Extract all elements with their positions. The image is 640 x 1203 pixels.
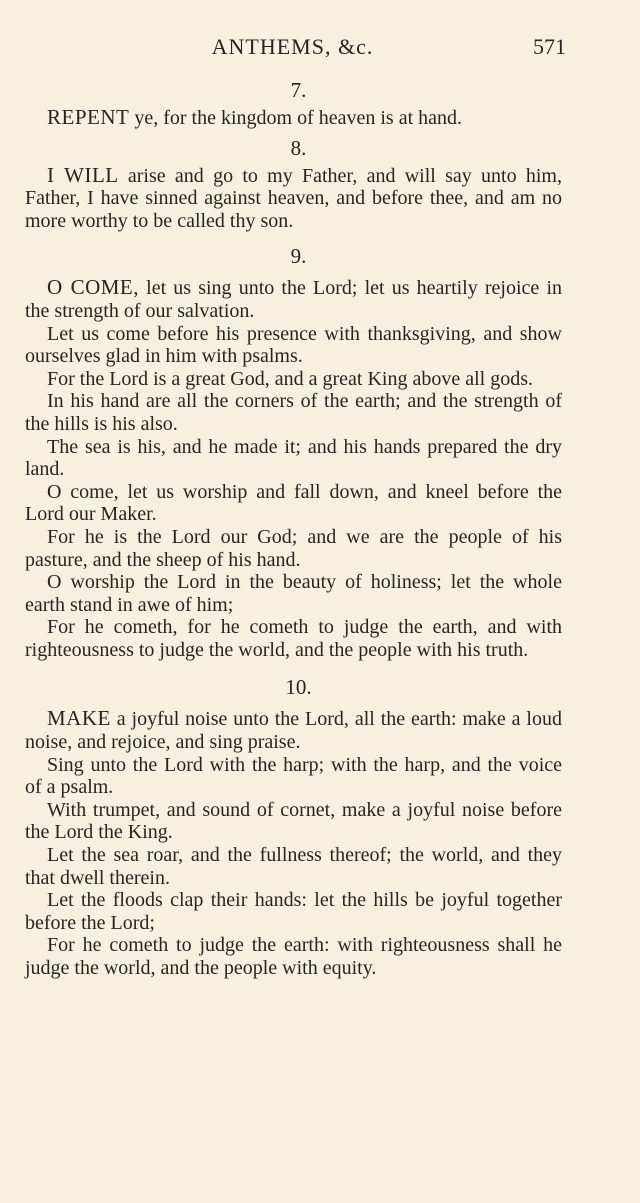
running-header [0, 30, 640, 64]
page-body [25, 66, 562, 980]
anthem-9 [25, 244, 562, 661]
lead-words: REPENT [47, 105, 130, 129]
anthem-number: 7. [290, 78, 307, 102]
anthem-7 [25, 78, 562, 130]
anthem-paragraph [25, 106, 562, 130]
anthem-paragraph: Sing unto the Lord with the harp; with the harp, and the voice of a psalm. [25, 753, 562, 799]
running-title: ANTHEMS, &c. [211, 34, 374, 59]
anthem-paragraph: In his hand are all the corners of the earth; and the strength of the hills is his also. [25, 390, 562, 435]
paragraph-text: ye, for the kingdom of heaven is at hand. [129, 107, 463, 129]
anthem-paragraph: For he is the Lord our God; and we are the people of his pasture, and the sheep of his hand. [25, 525, 562, 571]
anthem-paragraph: For he cometh to judge the earth: with righteousness shall he judge the world, and the people with equity. [25, 934, 562, 979]
paragraph-text: a joyful noise unto the Lord, all the earth: make a loud noise, and rejoice, and sing praise. [25, 708, 562, 754]
anthem-paragraph: Let the floods clap their hands: let the hills be joyful together before the Lord; [25, 889, 562, 934]
anthem-number: 8. [290, 135, 307, 160]
page-number: 571 [533, 34, 566, 59]
anthem-paragraph [25, 164, 562, 233]
lead-words: O COME, [47, 275, 139, 300]
anthem-paragraph [25, 707, 562, 753]
anthem-paragraph: O worship the Lord in the beauty of holiness; let the whole earth stand in awe of him; [25, 571, 562, 616]
anthem-paragraph: For the Lord is a great God, and a great King above all gods. [47, 367, 533, 390]
anthem-paragraph: For he cometh, for he cometh to judge the earth, and with righteousness to judge the world, and the people with his truth. [25, 616, 562, 661]
lead-words: I WILL [47, 162, 119, 187]
anthem-paragraph [25, 276, 562, 322]
anthem-8 [25, 136, 562, 233]
anthem-number: 9. [290, 244, 307, 269]
anthem-number: 10. [285, 675, 312, 700]
lead-words: MAKE [47, 706, 111, 731]
anthem-paragraph: Let the sea roar, and the fullness thereof; the world, and they that dwell therein. [25, 844, 562, 889]
anthem-paragraph: Let us come before his presence with thanksgiving, and show ourselves glad in him with psalms. [25, 322, 562, 368]
anthem-paragraph: O come, let us worship and fall down, and kneel before the Lord our Maker. [25, 480, 562, 526]
paragraph-text: let us sing unto the Lord; let us heartily rejoice in the strength of our salvation. [25, 277, 563, 322]
anthem-paragraph: With trumpet, and sound of cornet, make a joyful noise before the Lord the King. [25, 798, 562, 844]
anthem-paragraph: The sea is his, and he made it; and his hands prepared the dry land. [25, 435, 562, 481]
anthem-10 [25, 675, 562, 979]
paragraph-text: arise and go to my Father, and will say unto him, Father, I have sinned against heaven, and before thee, and am no more worthy to be called thy son. [25, 164, 562, 232]
